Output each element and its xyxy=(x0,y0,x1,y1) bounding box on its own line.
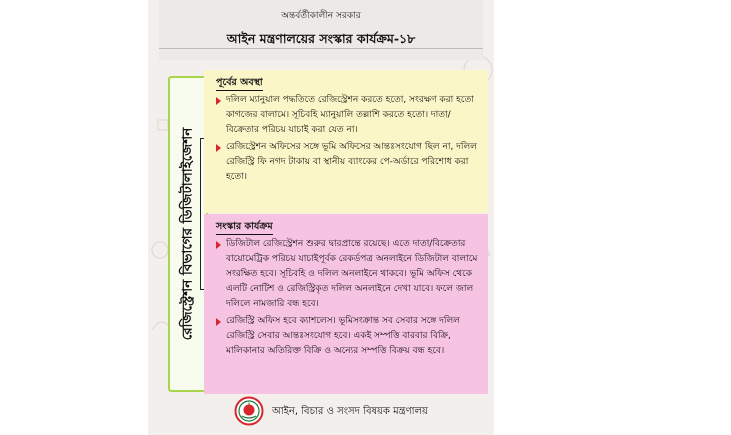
ministry-name: আইন, বিচার ও সংসদ বিষয়ক মন্ত্রণালয় xyxy=(272,406,428,417)
reform-panel xyxy=(204,214,488,394)
list-item xyxy=(216,314,480,359)
bullet-triangle-icon xyxy=(216,318,221,326)
list-item-text: রেজিস্ট্রেশন অফিসের সঙ্গে ভূমি অফিসের আন্তঃসংযোগ ছিল না, দলিল রেজিস্ট্রি ফি নগদ টাকায় বা স্থানীয় ব্যাংকের পে-অর্ডারে পরিশোধ করা হতো। xyxy=(226,142,477,182)
prior-state-panel xyxy=(204,70,488,213)
footer xyxy=(234,396,474,428)
list-item xyxy=(216,140,480,185)
header-divider xyxy=(159,48,483,49)
page-title: আইন মন্ত্রণালয়ের সংস্কার কার্যক্রম-১৮ xyxy=(226,31,416,46)
side-label-text: রেজিস্ট্রেশন বিভাগের ডিজিটালাইজেশন xyxy=(179,127,196,341)
reform-title: সংস্কার কার্যক্রম xyxy=(216,220,273,235)
list-item xyxy=(216,237,480,312)
infographic-card xyxy=(148,0,494,435)
list-item-text: রেজিস্ট্রি অফিস হবে ক্যাশলেস। ভূমিসংক্রান্ত সব সেবার সঙ্গে দলিল রেজিস্ট্রি সেবার আন্তঃসংযোগ হবে। একই সম্পত্তি বারবার বিক্রি, মালিকানার অতিরিক্ত বিক্রি ও অন্যের সম্পত্তি বিক্রয় বন্ধ হবে। xyxy=(226,316,460,356)
header-panel xyxy=(159,0,483,60)
list-item xyxy=(216,93,480,138)
prior-state-title: পূর্বের অবস্থা xyxy=(216,76,263,91)
header-subtitle: অন্তর্বর্তীকালীন সরকার xyxy=(281,11,361,21)
list-item-text: ডিজিটাল রেজিস্ট্রেশন শুরুর দ্বারপ্রান্তে রয়েছে। এতে দাতা/বিক্রেতার বায়োমেট্রিক পরিচয় যাচাইপূর্বক রেকর্ডপত্র অনলাইনে ডিজিটাল বালামে সংরক্ষিত হবে। সূচিবহি ও দলিল অনলাইনে থাকবে। ভূমি অফিস থেকে এলটি নোটিশ ও রেজিস্ট্রিকৃত দলিল অনলাইনে দেখা যাবে। ফলে জাল দলিলে নামজারি বন্ধ হবে। xyxy=(226,239,478,309)
bullet-triangle-icon xyxy=(216,144,221,152)
list-item-text: দলিল ম্যানুয়াল পদ্ধতিতে রেজিস্ট্রেশন করতে হতো, সংরক্ষণ করা হতো কাগজের বালামে। সূচিবহি ম্যানুয়ালি তল্লাশি করতে হতো। দাতা/বিক্রেতার পরিচয় যাচাই করা যেত না। xyxy=(226,95,474,135)
bangladesh-government-seal-icon xyxy=(234,396,264,426)
bullet-triangle-icon xyxy=(216,97,221,105)
bullet-triangle-icon xyxy=(216,241,221,249)
